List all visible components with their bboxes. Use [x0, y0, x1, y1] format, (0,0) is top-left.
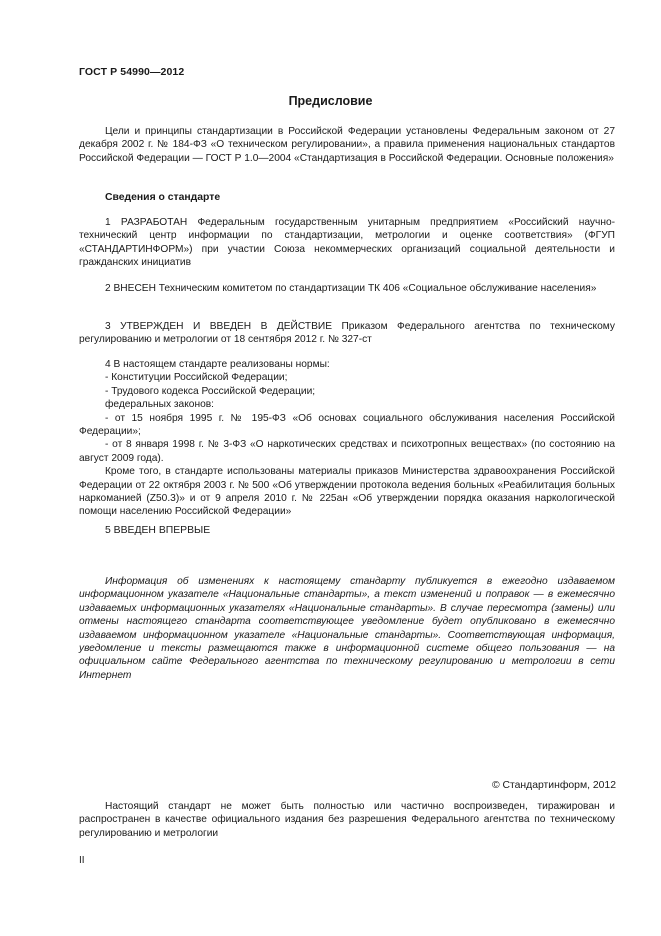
- page-number: II: [79, 855, 85, 866]
- rights-paragraph: [79, 800, 615, 840]
- section-4: [79, 358, 615, 519]
- section-5: 5 ВВЕДЕН ВПЕРВЫЕ: [105, 525, 211, 536]
- rights-text: Настоящий стандарт не может быть полностью или частично воспроизведен, тиражирован и распространен в качестве официального издания без разрешения Федерального агентства по техническому регулированию и метрологии: [79, 801, 615, 839]
- section-2: [79, 282, 615, 295]
- section-4-list-item: - от 15 ноября 1995 г. № 195-ФЗ «Об основах социального обслуживания населения Российской Федерации»;: [79, 412, 615, 438]
- page-title: Предисловие: [288, 94, 373, 108]
- section-4-list-item: - от 8 января 1998 г. № 3-ФЗ «О наркотических средствах и психотропных веществах» (по состоянию на август 2009 года).: [79, 439, 615, 464]
- section-4-list-item: - Конституции Российской Федерации;: [105, 372, 288, 384]
- notice-paragraph: [79, 575, 615, 682]
- section-3: [79, 320, 615, 347]
- section-2-text: 2 ВНЕСЕН Техническим комитетом по стандартизации ТК 406 «Социальное обслуживание населения»: [105, 283, 597, 294]
- section-4-extra: Кроме того, в стандарте использованы материалы приказов Министерства здравоохранения Российской Федерации от 22 октября 2003 г. № 500 «Об утверждении протокола ведения больных «Реабилитация больных наркоманией (Z50.3)» и от 9 апреля 2010 г. № 225ан «Об утверждении порядка оказания наркологической помощи населению Российской Федерации»: [79, 466, 615, 518]
- section-1: [79, 216, 615, 270]
- intro-paragraph: [79, 125, 615, 165]
- section-4-list-item: федеральных законов:: [105, 399, 214, 411]
- section-3-text: 3 УТВЕРЖДЕН И ВВЕДЕН В ДЕЙСТВИЕ Приказом Федерального агентства по техническому регулированию и метрологии от 18 сентября 2012 г. № 327-ст: [79, 321, 615, 346]
- section-1-text: 1 РАЗРАБОТАН Федеральным государственным унитарным предприятием «Российский научно-технический центр информации по стандартизации, метрологии и оценке соответствия» (ФГУП «СТАНДАРТИНФОРМ») при участии Союза некоммерческих организаций социальной деятельности и гражданских инициатив: [79, 217, 615, 269]
- standard-code: ГОСТ Р 54990—2012: [79, 66, 185, 78]
- section-4-list-item: - Трудового кодекса Российской Федерации;: [105, 385, 316, 397]
- info-heading: Сведения о стандарте: [105, 192, 221, 203]
- section-4-lead: 4 В настоящем стандарте реализованы нормы:: [105, 359, 330, 370]
- intro-text: Цели и принципы стандартизации в Российской Федерации установлены Федеральным законом от 27 декабря 2002 г. № 184-ФЗ «О техническом регулировании», а правила применения национальных стандартов Российской Федерации — ГОСТ Р 1.0—2004 «Стандартизация в Российской Федерации. Основные положения»: [79, 126, 615, 164]
- notice-text: Информация об изменениях к настоящему стандарту публикуется в ежегодно издаваемом информационном указателе «Национальные стандарты», а текст изменений и поправок — в ежемесячно издаваемых информационных указателях «Национальные стандарты». В случае пересмотра (замены) или отмены настоящего стандарта соответствующее уведомление будет опубликовано в ежемесячно издаваемом информационном указателе «Национальные стандарты». Соответствующая информация, уведомление и тексты размещаются также в информационной системе общего пользования — на официальном сайте Федерального агентства по техническому регулированию и метрологии в сети Интернет: [79, 576, 615, 681]
- copyright: © Стандартинформ, 2012: [491, 780, 616, 791]
